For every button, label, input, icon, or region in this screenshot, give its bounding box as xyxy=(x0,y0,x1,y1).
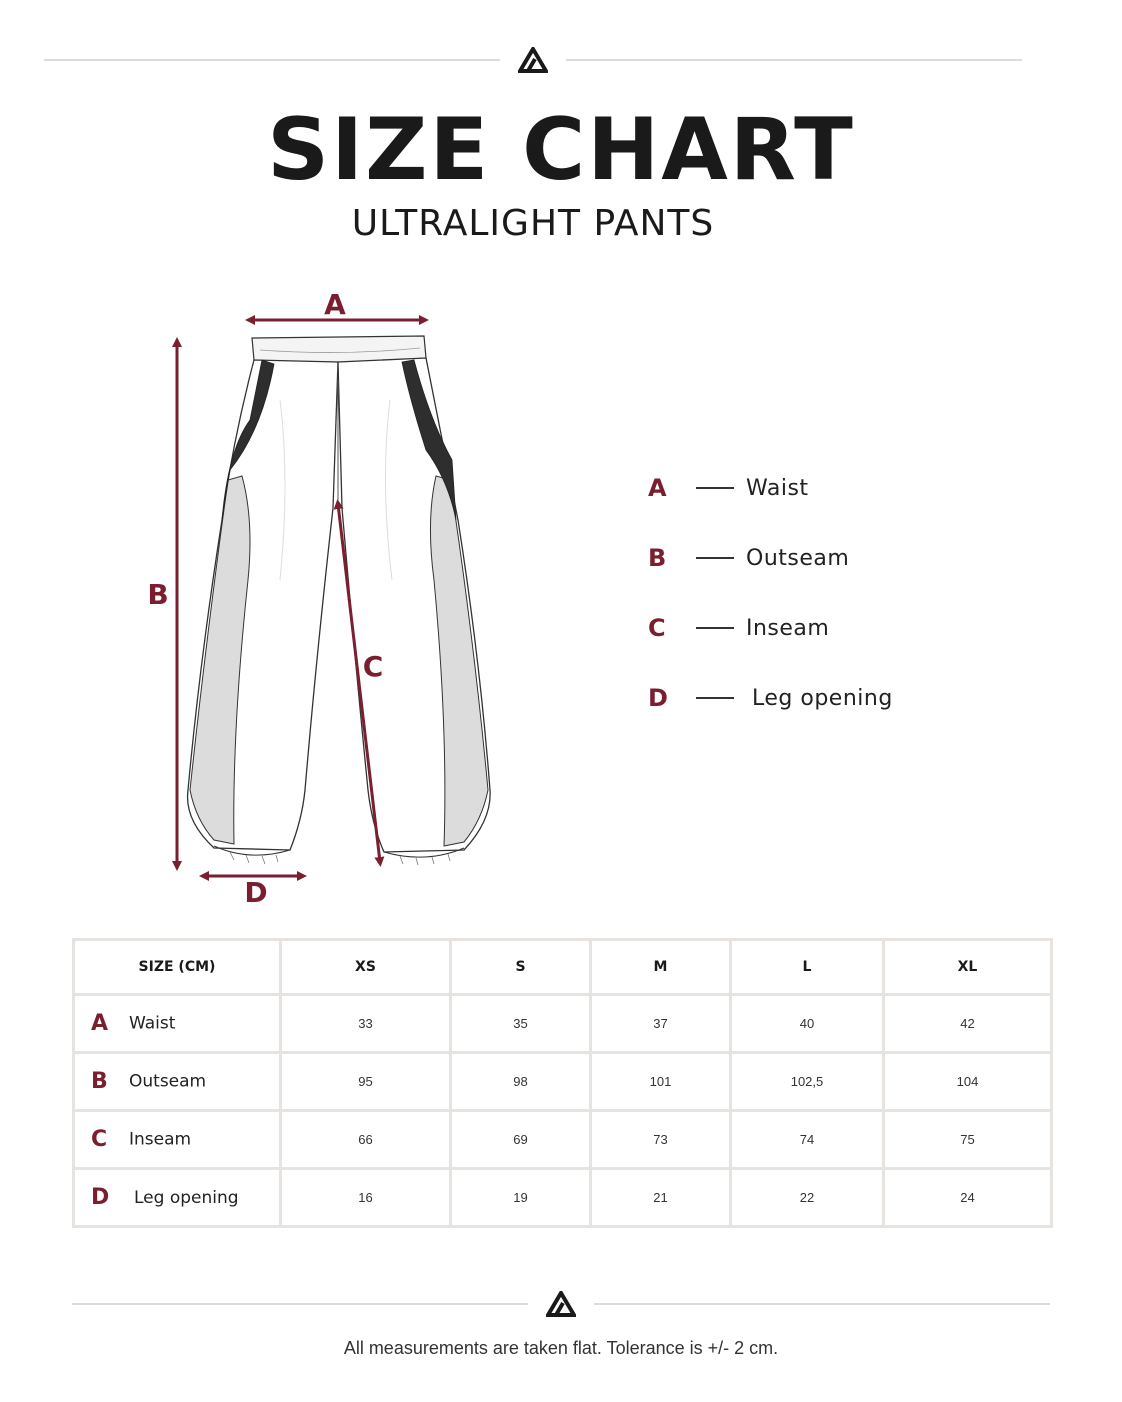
size-table xyxy=(72,938,1053,1228)
table-header-row xyxy=(74,940,1052,995)
top-divider-right xyxy=(566,59,1022,61)
row-letter: D xyxy=(91,1185,110,1210)
page-title: SIZE CHART xyxy=(267,100,855,200)
table-cell: 35 xyxy=(451,995,591,1053)
table-cell: 98 xyxy=(451,1053,591,1111)
measurement-note: All measurements are taken flat. Tolerance is +/- 2 cm. xyxy=(343,1338,779,1358)
table-cell: 75 xyxy=(884,1111,1052,1169)
table-row xyxy=(74,1169,1052,1227)
row-header xyxy=(74,1169,281,1227)
row-label: Leg opening xyxy=(134,1187,239,1208)
table-header-cell: XS xyxy=(281,940,451,995)
legend-letter: B xyxy=(648,544,667,572)
table-cell: 24 xyxy=(884,1169,1052,1227)
table-header-cell: XL xyxy=(884,940,1052,995)
table-cell: 66 xyxy=(281,1111,451,1169)
table-cell: 16 xyxy=(281,1169,451,1227)
row-header xyxy=(74,1111,281,1169)
table-cell: 40 xyxy=(731,995,884,1053)
legend-dash xyxy=(696,627,734,629)
diagram-label-c: C xyxy=(362,650,384,683)
row-header xyxy=(74,1053,281,1111)
row-letter: C xyxy=(91,1127,108,1152)
table-cell: 42 xyxy=(884,995,1052,1053)
row-header xyxy=(74,995,281,1053)
legend-item-leg-opening xyxy=(648,678,893,718)
table-header-cell: L xyxy=(731,940,884,995)
diagram-label-a: A xyxy=(324,288,346,321)
table-cell: 73 xyxy=(591,1111,731,1169)
table-cell: 104 xyxy=(884,1053,1052,1111)
table-header-cell: S xyxy=(451,940,591,995)
diagram-label-b: B xyxy=(147,578,169,611)
table-cell: 22 xyxy=(731,1169,884,1227)
row-label: Inseam xyxy=(129,1129,192,1150)
table-cell: 21 xyxy=(591,1169,731,1227)
legend-item-inseam xyxy=(648,608,829,648)
table-header-cell: SIZE (CM) xyxy=(74,940,281,995)
table-header-cell: M xyxy=(591,940,731,995)
legend-label: Outseam xyxy=(746,545,850,571)
legend-label: Waist xyxy=(746,475,809,501)
row-label: Outseam xyxy=(129,1071,207,1092)
table-row xyxy=(74,995,1052,1053)
legend-item-outseam xyxy=(648,538,849,578)
diagram-label-d: D xyxy=(244,876,268,909)
brand-triangle-logo-icon xyxy=(518,47,548,73)
legend-letter: A xyxy=(648,474,667,502)
table-cell: 74 xyxy=(731,1111,884,1169)
legend-letter: D xyxy=(648,684,668,712)
legend-dash xyxy=(696,557,734,559)
brand-triangle-logo-icon xyxy=(546,1291,576,1317)
row-letter: A xyxy=(91,1011,109,1036)
table-cell: 37 xyxy=(591,995,731,1053)
table-row xyxy=(74,1053,1052,1111)
table-cell: 101 xyxy=(591,1053,731,1111)
table-cell: 102,5 xyxy=(731,1053,884,1111)
top-divider-left xyxy=(44,59,500,61)
page-subtitle: ULTRALIGHT PANTS xyxy=(351,203,715,244)
table-cell: 19 xyxy=(451,1169,591,1227)
table-row xyxy=(74,1111,1052,1169)
legend-label: Inseam xyxy=(746,615,830,641)
table-cell: 95 xyxy=(281,1053,451,1111)
table-cell: 69 xyxy=(451,1111,591,1169)
table-cell: 33 xyxy=(281,995,451,1053)
bottom-divider-right xyxy=(594,1303,1050,1305)
bottom-divider-left xyxy=(72,1303,528,1305)
row-label: Waist xyxy=(129,1013,176,1034)
pants-diagram xyxy=(130,280,530,920)
legend-dash xyxy=(696,697,734,699)
legend-item-waist xyxy=(648,468,809,508)
legend-letter: C xyxy=(648,614,666,642)
legend-dash xyxy=(696,487,734,489)
row-letter: B xyxy=(91,1069,108,1094)
legend-label: Leg opening xyxy=(752,685,893,711)
